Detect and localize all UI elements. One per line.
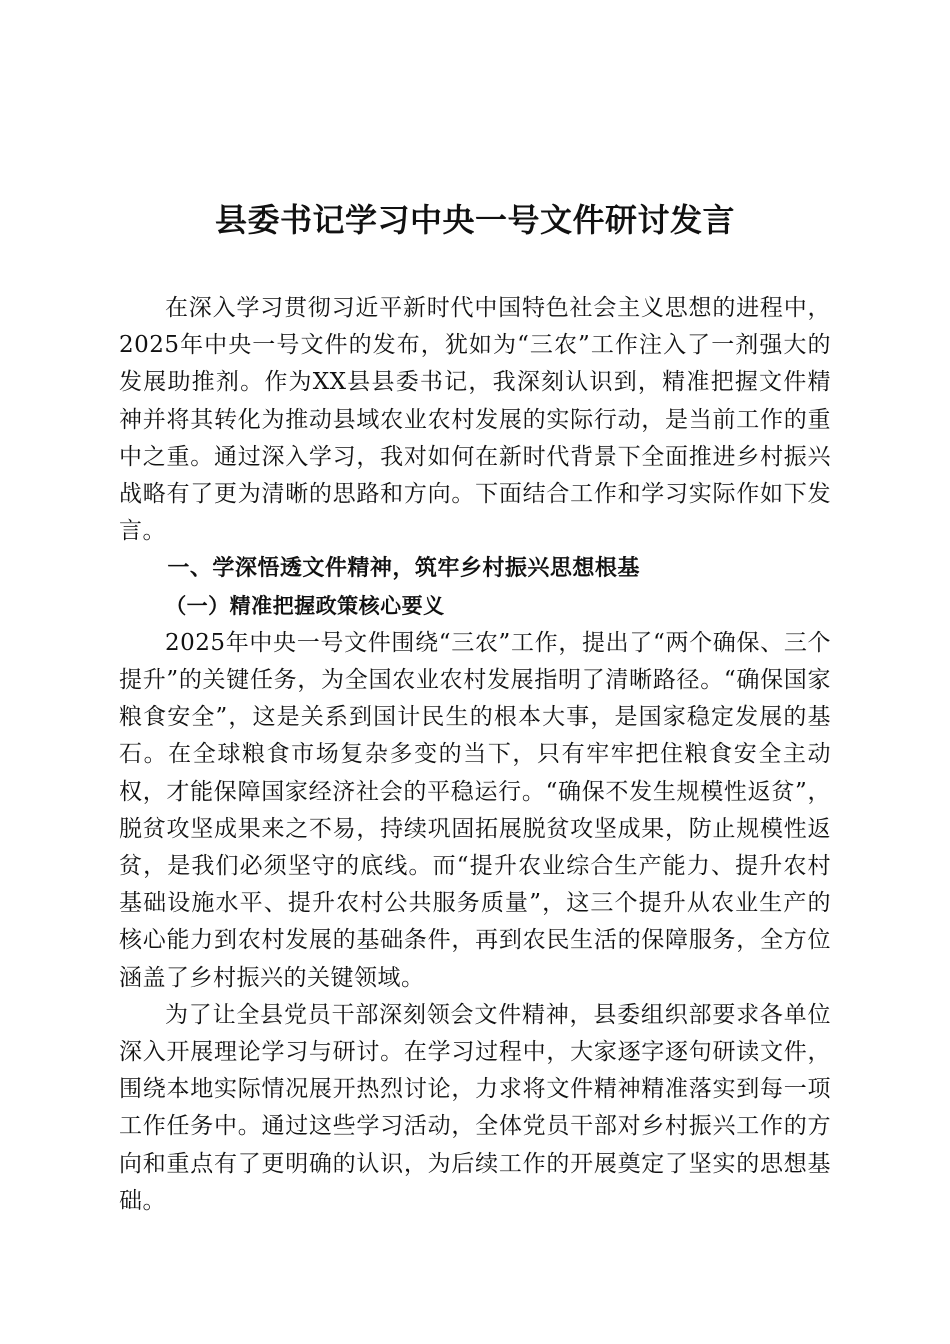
section-heading: 一、学深悟透文件精神，筑牢乡村振兴思想根基 bbox=[167, 556, 640, 582]
body-paragraph: 2025年中央一号文件围绕“三农”工作，提出了“两个确保、三个提升”的关键任务，为全国农业农村发展指明了清晰路径。“确保国家粮食安全”，这是关系到国计民生的根本大事，是国家稳定发展的基石。在全球粮食市场复杂多变的当下，只有牢牢把住粮食安全主动权，才能保障国家经济社会的平稳运行。“确保不发生规模性返贫”，脱贫攻坚成果来之不易，持续巩固拓展脱贫攻坚成果，防止规模性返贫，是我们必须坚守的底线。而“提升农业综合生产能力、提升农村基础设施水平、提升农村公共服务质量”，这三个提升从农业生产的核心能力到农村发展的基础条件，再到农民生活的保障服务，全方位涵盖了乡村振兴的关键领域。 bbox=[119, 629, 831, 991]
intro-paragraph: 在深入学习贯彻习近平新时代中国特色社会主义思想的进程中，2025年中央一号文件的发布，犹如为“三农”工作注入了一剂强大的发展助推剂。作为XX县县委书记，我深刻认识到，精准把握文件精神并将其转化为推动县域农业农村发展的实际行动，是当前工作的重中之重。通过深入学习，我对如何在新时代背景下全面推进乡村振兴战略有了更为清晰的思路和方向。下面结合工作和学习实际作如下发言。 bbox=[119, 295, 831, 545]
document-title: 县委书记学习中央一号文件研讨发言 bbox=[214, 201, 735, 239]
document-body bbox=[119, 290, 831, 1220]
subsection-heading: （一）精准把握政策核心要义 bbox=[165, 593, 445, 618]
body-paragraph: 为了让全县党员干部深刻领会文件精神，县委组织部要求各单位深入开展理论学习与研讨。在学习过程中，大家逐字逐句研读文件，围绕本地实际情况展开热烈讨论，力求将文件精神精准落实到每一项工作任务中。通过这些学习活动，全体党员干部对乡村振兴工作的方向和重点有了更明确的认识，为后续工作的开展奠定了坚实的思想基础。 bbox=[119, 1001, 831, 1214]
